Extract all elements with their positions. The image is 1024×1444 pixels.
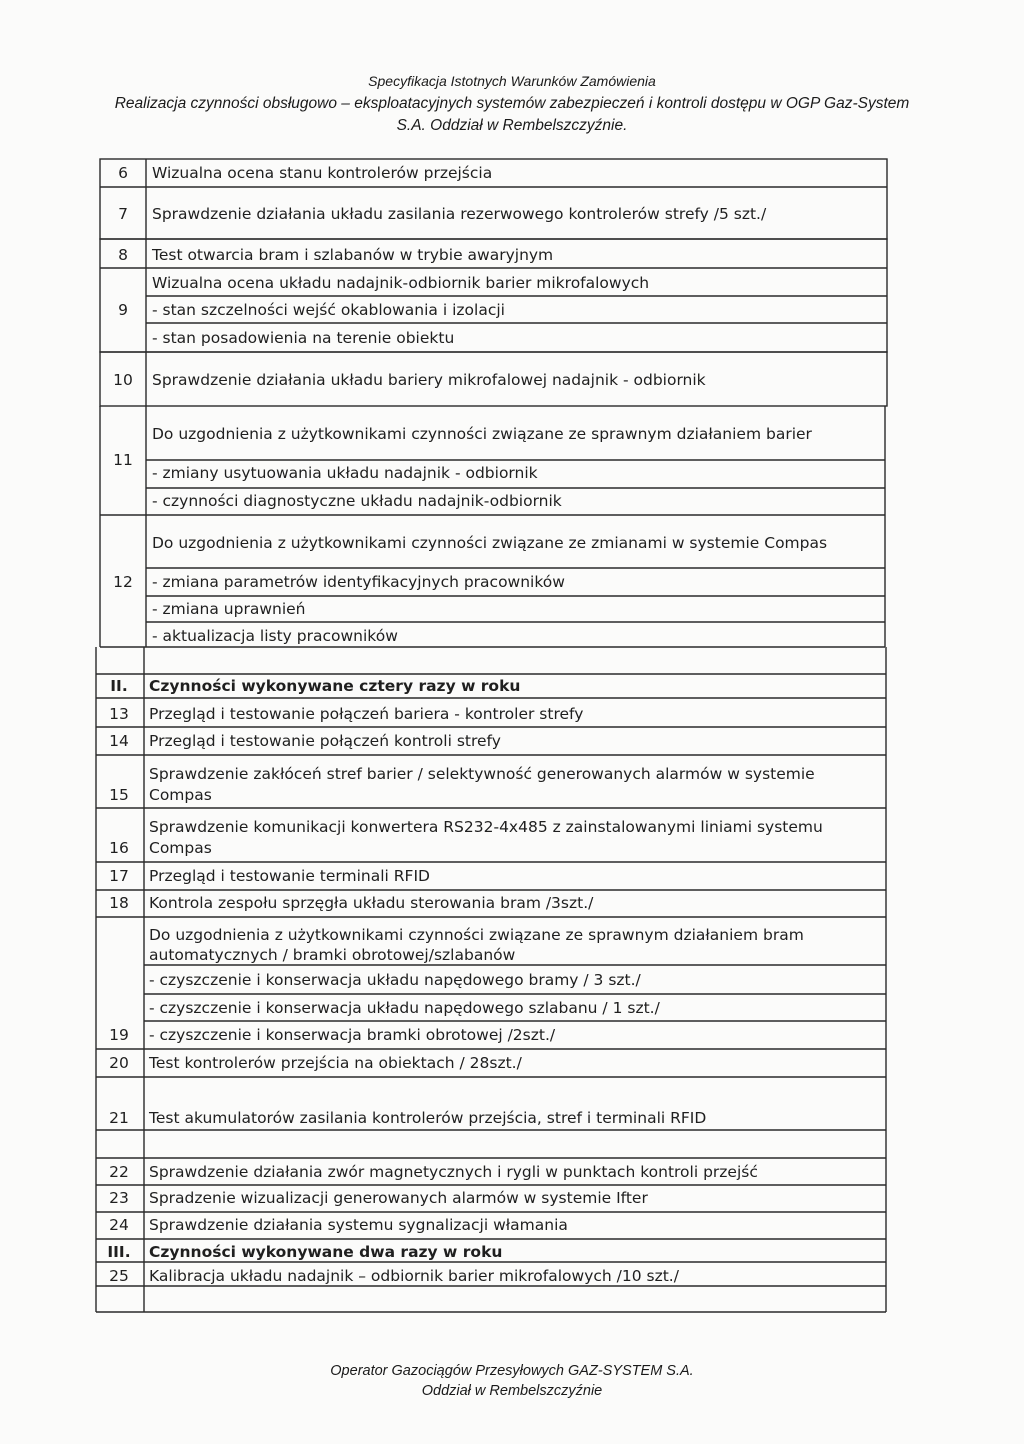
section-title: Czynności wykonywane cztery razy w roku	[149, 677, 521, 695]
row-text: Wizualna ocena stanu kontrolerów przejścia	[152, 164, 493, 182]
row-text: - czyszczenie i konserwacja układu napędowego szlabanu / 1 szt./	[149, 999, 660, 1017]
row-text: - zmiana uprawnień	[152, 600, 306, 618]
row-number: 20	[109, 1054, 129, 1072]
section-title: Czynności wykonywane dwa razy w roku	[149, 1243, 503, 1261]
row-number: 12	[113, 573, 133, 591]
row-number: 15	[109, 786, 129, 804]
row-number: 17	[109, 867, 129, 885]
footer-line-2: Oddział w Rembelszczyźnie	[421, 1383, 603, 1399]
row-number: 23	[109, 1189, 129, 1207]
row-number: 24	[109, 1216, 129, 1234]
row-number: 7	[118, 205, 128, 223]
row-text: Compas	[149, 786, 212, 804]
row-text: Kalibracja układu nadajnik – odbiornik barier mikrofalowych /10 szt./	[149, 1267, 679, 1285]
row-number: 19	[109, 1026, 129, 1044]
row-text: Compas	[149, 839, 212, 857]
row-text: Test kontrolerów przejścia na obiektach / 28szt./	[149, 1054, 522, 1072]
row-text: Sprawdzenie działania układu zasilania rezerwowego kontrolerów strefy /5 szt./	[152, 205, 767, 223]
row-number: 8	[118, 246, 128, 264]
row-number: 16	[109, 839, 129, 857]
row-text: Do uzgodnienia z użytkownikami czynności związane ze sprawnym działaniem bram	[149, 926, 804, 944]
row-text: Sprawdzenie działania zwór magnetycznych i rygli w punktach kontroli przejść	[149, 1163, 758, 1181]
row-text: - stan szczelności wejść okablowania i izolacji	[152, 301, 505, 319]
header-line-3: S.A. Oddział w Rembelszczyźnie.	[396, 117, 628, 134]
row-number: 14	[109, 732, 129, 750]
footer-line-1: Operator Gazociągów Przesyłowych GAZ-SYSTEM S.A.	[330, 1363, 694, 1379]
section-number: III.	[107, 1243, 131, 1261]
row-number: 6	[118, 164, 128, 182]
row-text: automatycznych / bramki obrotowej/szlabanów	[149, 946, 516, 964]
row-number: 11	[113, 451, 133, 469]
row-text: Przegląd i testowanie połączeń bariera - kontroler strefy	[149, 705, 584, 723]
row-number: 25	[109, 1267, 129, 1285]
header-line-2: Realizacja czynności obsługowo – eksploatacyjnych systemów zabezpieczeń i kontroli dostępu w OGP Gaz-System	[114, 95, 910, 112]
row-text: Sprawdzenie komunikacji konwertera RS232-4x485 z zainstalowanymi liniami systemu	[149, 818, 823, 836]
row-text: - aktualizacja listy pracowników	[152, 627, 398, 645]
row-text: Test akumulatorów zasilania kontrolerów przejścia, stref i terminali RFID	[149, 1109, 707, 1127]
row-text: - czyszczenie i konserwacja bramki obrotowej /2szt./	[149, 1026, 556, 1044]
row-text: - zmiany usytuowania układu nadajnik - odbiornik	[152, 464, 538, 482]
row-text: - czynności diagnostyczne układu nadajnik-odbiornik	[152, 492, 562, 510]
row-number: 22	[109, 1163, 129, 1181]
row-text: Przegląd i testowanie połączeń kontroli strefy	[149, 732, 501, 750]
row-text: Wizualna ocena układu nadajnik-odbiornik barier mikrofalowych	[152, 274, 650, 292]
row-number: 18	[109, 894, 129, 912]
row-text: Przegląd i testowanie terminali RFID	[149, 867, 430, 885]
row-number: 13	[109, 705, 129, 723]
row-text: - stan posadowienia na terenie obiektu	[152, 329, 455, 347]
row-text: Kontrola zespołu sprzęgła układu sterowania bram /3szt./	[149, 894, 594, 912]
row-text: Do uzgodnienia z użytkownikami czynności związane ze zmianami w systemie Compas	[152, 534, 828, 552]
row-number: 9	[118, 301, 128, 319]
row-text: Sprawdzenie działania układu bariery mikrofalowej nadajnik - odbiornik	[152, 371, 706, 389]
row-text: Sprawdzenie działania systemu sygnalizacji włamania	[149, 1216, 568, 1234]
row-text: - czyszczenie i konserwacja układu napędowego bramy / 3 szt./	[149, 971, 641, 989]
row-text: Sprawdzenie zakłóceń stref barier / selektywność generowanych alarmów w systemie	[149, 765, 815, 783]
row-text: Test otwarcia bram i szlabanów w trybie awaryjnym	[152, 246, 554, 264]
row-number: 10	[113, 371, 133, 389]
row-text: Do uzgodnienia z użytkownikami czynności związane ze sprawnym działaniem barier	[152, 425, 812, 443]
header-line-1: Specyfikacja Istotnych Warunków Zamówienia	[368, 73, 656, 89]
row-number: 21	[109, 1109, 129, 1127]
section-number: II.	[110, 677, 128, 695]
row-text: - zmiana parametrów identyfikacyjnych pracowników	[152, 573, 565, 591]
row-text: Spradzenie wizualizacji generowanych alarmów w systemie Ifter	[149, 1189, 648, 1207]
